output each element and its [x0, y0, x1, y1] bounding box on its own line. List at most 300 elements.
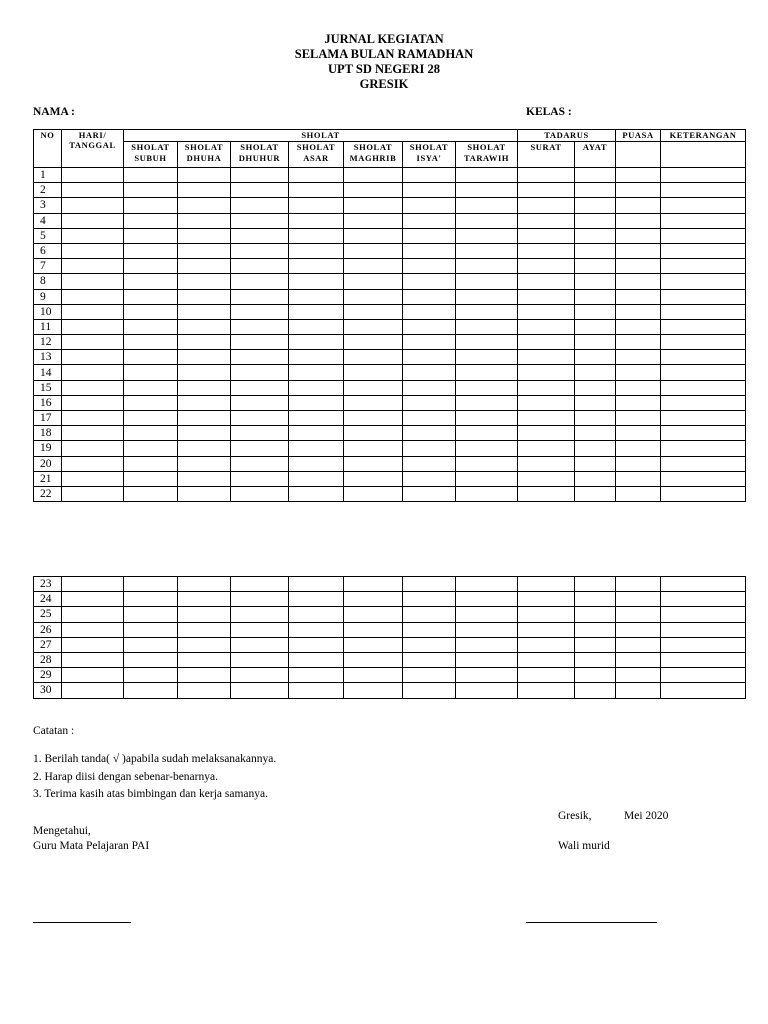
entry-cell[interactable] [344, 441, 403, 456]
entry-cell[interactable] [178, 289, 231, 304]
entry-cell[interactable] [289, 198, 344, 213]
entry-cell[interactable] [456, 668, 518, 683]
entry-cell[interactable] [231, 652, 289, 667]
entry-cell[interactable] [124, 471, 178, 486]
entry-cell[interactable] [403, 622, 456, 637]
entry-cell[interactable] [616, 350, 661, 365]
entry-cell[interactable] [403, 319, 456, 334]
entry-cell[interactable] [661, 592, 746, 607]
entry-cell[interactable] [575, 213, 616, 228]
entry-cell[interactable] [62, 350, 124, 365]
entry-cell[interactable] [575, 683, 616, 698]
entry-cell[interactable] [403, 426, 456, 441]
entry-cell[interactable] [62, 304, 124, 319]
entry-cell[interactable] [231, 486, 289, 501]
entry-cell[interactable] [178, 259, 231, 274]
entry-cell[interactable] [289, 411, 344, 426]
entry-cell[interactable] [62, 456, 124, 471]
entry-cell[interactable] [403, 637, 456, 652]
entry-cell[interactable] [62, 471, 124, 486]
entry-cell[interactable] [403, 213, 456, 228]
entry-cell[interactable] [403, 228, 456, 243]
entry-cell[interactable] [178, 350, 231, 365]
entry-cell[interactable] [661, 637, 746, 652]
entry-cell[interactable] [62, 259, 124, 274]
entry-cell[interactable] [231, 335, 289, 350]
entry-cell[interactable] [661, 228, 746, 243]
entry-cell[interactable] [289, 456, 344, 471]
entry-cell[interactable] [518, 637, 575, 652]
entry-cell[interactable] [456, 577, 518, 592]
entry-cell[interactable] [518, 335, 575, 350]
entry-cell[interactable] [178, 198, 231, 213]
entry-cell[interactable] [575, 652, 616, 667]
entry-cell[interactable] [661, 365, 746, 380]
entry-cell[interactable] [575, 471, 616, 486]
entry-cell[interactable] [456, 622, 518, 637]
entry-cell[interactable] [178, 592, 231, 607]
entry-cell[interactable] [403, 683, 456, 698]
entry-cell[interactable] [456, 456, 518, 471]
entry-cell[interactable] [178, 622, 231, 637]
entry-cell[interactable] [231, 637, 289, 652]
entry-cell[interactable] [289, 622, 344, 637]
entry-cell[interactable] [344, 395, 403, 410]
entry-cell[interactable] [518, 168, 575, 183]
entry-cell[interactable] [344, 228, 403, 243]
entry-cell[interactable] [456, 471, 518, 486]
entry-cell[interactable] [518, 243, 575, 258]
entry-cell[interactable] [231, 441, 289, 456]
entry-cell[interactable] [124, 411, 178, 426]
entry-cell[interactable] [616, 668, 661, 683]
entry-cell[interactable] [62, 441, 124, 456]
entry-cell[interactable] [661, 380, 746, 395]
entry-cell[interactable] [518, 471, 575, 486]
entry-cell[interactable] [178, 380, 231, 395]
entry-cell[interactable] [575, 592, 616, 607]
entry-cell[interactable] [62, 183, 124, 198]
entry-cell[interactable] [289, 259, 344, 274]
entry-cell[interactable] [403, 335, 456, 350]
entry-cell[interactable] [344, 198, 403, 213]
entry-cell[interactable] [575, 289, 616, 304]
entry-cell[interactable] [178, 441, 231, 456]
entry-cell[interactable] [289, 668, 344, 683]
entry-cell[interactable] [575, 274, 616, 289]
entry-cell[interactable] [289, 652, 344, 667]
entry-cell[interactable] [344, 426, 403, 441]
entry-cell[interactable] [616, 441, 661, 456]
entry-cell[interactable] [124, 213, 178, 228]
entry-cell[interactable] [518, 380, 575, 395]
entry-cell[interactable] [344, 380, 403, 395]
entry-cell[interactable] [456, 335, 518, 350]
entry-cell[interactable] [661, 471, 746, 486]
entry-cell[interactable] [518, 274, 575, 289]
entry-cell[interactable] [178, 652, 231, 667]
entry-cell[interactable] [518, 289, 575, 304]
entry-cell[interactable] [456, 592, 518, 607]
entry-cell[interactable] [456, 319, 518, 334]
entry-cell[interactable] [403, 441, 456, 456]
entry-cell[interactable] [289, 335, 344, 350]
entry-cell[interactable] [456, 198, 518, 213]
entry-cell[interactable] [289, 228, 344, 243]
entry-cell[interactable] [575, 607, 616, 622]
entry-cell[interactable] [124, 683, 178, 698]
entry-cell[interactable] [344, 577, 403, 592]
entry-cell[interactable] [661, 607, 746, 622]
entry-cell[interactable] [403, 395, 456, 410]
entry-cell[interactable] [62, 395, 124, 410]
entry-cell[interactable] [616, 426, 661, 441]
entry-cell[interactable] [518, 183, 575, 198]
entry-cell[interactable] [289, 380, 344, 395]
entry-cell[interactable] [231, 350, 289, 365]
entry-cell[interactable] [616, 289, 661, 304]
entry-cell[interactable] [456, 304, 518, 319]
entry-cell[interactable] [456, 652, 518, 667]
entry-cell[interactable] [661, 577, 746, 592]
entry-cell[interactable] [344, 652, 403, 667]
entry-cell[interactable] [124, 456, 178, 471]
entry-cell[interactable] [178, 637, 231, 652]
entry-cell[interactable] [661, 213, 746, 228]
entry-cell[interactable] [344, 304, 403, 319]
entry-cell[interactable] [178, 335, 231, 350]
entry-cell[interactable] [518, 683, 575, 698]
entry-cell[interactable] [289, 607, 344, 622]
entry-cell[interactable] [344, 637, 403, 652]
entry-cell[interactable] [403, 274, 456, 289]
entry-cell[interactable] [231, 592, 289, 607]
entry-cell[interactable] [575, 168, 616, 183]
entry-cell[interactable] [124, 441, 178, 456]
entry-cell[interactable] [178, 486, 231, 501]
entry-cell[interactable] [616, 607, 661, 622]
entry-cell[interactable] [575, 622, 616, 637]
entry-cell[interactable] [289, 592, 344, 607]
entry-cell[interactable] [124, 592, 178, 607]
entry-cell[interactable] [661, 243, 746, 258]
entry-cell[interactable] [178, 607, 231, 622]
entry-cell[interactable] [616, 213, 661, 228]
entry-cell[interactable] [344, 607, 403, 622]
entry-cell[interactable] [124, 243, 178, 258]
entry-cell[interactable] [344, 486, 403, 501]
entry-cell[interactable] [661, 456, 746, 471]
entry-cell[interactable] [616, 228, 661, 243]
entry-cell[interactable] [124, 426, 178, 441]
entry-cell[interactable] [518, 652, 575, 667]
entry-cell[interactable] [178, 471, 231, 486]
entry-cell[interactable] [231, 380, 289, 395]
entry-cell[interactable] [231, 213, 289, 228]
entry-cell[interactable] [124, 228, 178, 243]
entry-cell[interactable] [62, 411, 124, 426]
entry-cell[interactable] [62, 577, 124, 592]
entry-cell[interactable] [456, 365, 518, 380]
entry-cell[interactable] [616, 304, 661, 319]
entry-cell[interactable] [616, 486, 661, 501]
entry-cell[interactable] [575, 456, 616, 471]
entry-cell[interactable] [616, 652, 661, 667]
entry-cell[interactable] [289, 365, 344, 380]
entry-cell[interactable] [289, 350, 344, 365]
entry-cell[interactable] [575, 319, 616, 334]
entry-cell[interactable] [456, 607, 518, 622]
entry-cell[interactable] [231, 228, 289, 243]
entry-cell[interactable] [178, 168, 231, 183]
entry-cell[interactable] [456, 380, 518, 395]
entry-cell[interactable] [344, 168, 403, 183]
entry-cell[interactable] [456, 259, 518, 274]
entry-cell[interactable] [456, 683, 518, 698]
entry-cell[interactable] [616, 259, 661, 274]
entry-cell[interactable] [124, 380, 178, 395]
entry-cell[interactable] [456, 213, 518, 228]
entry-cell[interactable] [231, 607, 289, 622]
entry-cell[interactable] [231, 274, 289, 289]
entry-cell[interactable] [518, 228, 575, 243]
entry-cell[interactable] [289, 274, 344, 289]
entry-cell[interactable] [403, 183, 456, 198]
entry-cell[interactable] [661, 198, 746, 213]
entry-cell[interactable] [62, 668, 124, 683]
entry-cell[interactable] [124, 168, 178, 183]
entry-cell[interactable] [289, 441, 344, 456]
entry-cell[interactable] [62, 652, 124, 667]
entry-cell[interactable] [616, 183, 661, 198]
entry-cell[interactable] [124, 637, 178, 652]
entry-cell[interactable] [518, 456, 575, 471]
entry-cell[interactable] [62, 243, 124, 258]
entry-cell[interactable] [403, 304, 456, 319]
entry-cell[interactable] [231, 319, 289, 334]
entry-cell[interactable] [231, 668, 289, 683]
entry-cell[interactable] [661, 683, 746, 698]
entry-cell[interactable] [124, 335, 178, 350]
entry-cell[interactable] [62, 486, 124, 501]
entry-cell[interactable] [661, 335, 746, 350]
entry-cell[interactable] [661, 652, 746, 667]
entry-cell[interactable] [456, 289, 518, 304]
entry-cell[interactable] [124, 577, 178, 592]
entry-cell[interactable] [661, 622, 746, 637]
entry-cell[interactable] [231, 456, 289, 471]
entry-cell[interactable] [616, 622, 661, 637]
entry-cell[interactable] [124, 668, 178, 683]
entry-cell[interactable] [231, 395, 289, 410]
entry-cell[interactable] [616, 395, 661, 410]
entry-cell[interactable] [231, 304, 289, 319]
entry-cell[interactable] [616, 380, 661, 395]
entry-cell[interactable] [403, 486, 456, 501]
entry-cell[interactable] [344, 683, 403, 698]
entry-cell[interactable] [616, 577, 661, 592]
entry-cell[interactable] [661, 289, 746, 304]
entry-cell[interactable] [616, 243, 661, 258]
entry-cell[interactable] [575, 441, 616, 456]
entry-cell[interactable] [456, 350, 518, 365]
entry-cell[interactable] [575, 198, 616, 213]
entry-cell[interactable] [456, 486, 518, 501]
entry-cell[interactable] [575, 259, 616, 274]
entry-cell[interactable] [403, 607, 456, 622]
entry-cell[interactable] [178, 274, 231, 289]
entry-cell[interactable] [62, 365, 124, 380]
entry-cell[interactable] [518, 259, 575, 274]
entry-cell[interactable] [575, 243, 616, 258]
entry-cell[interactable] [231, 289, 289, 304]
entry-cell[interactable] [518, 365, 575, 380]
entry-cell[interactable] [178, 668, 231, 683]
entry-cell[interactable] [403, 668, 456, 683]
entry-cell[interactable] [289, 304, 344, 319]
entry-cell[interactable] [616, 365, 661, 380]
entry-cell[interactable] [178, 228, 231, 243]
entry-cell[interactable] [456, 411, 518, 426]
entry-cell[interactable] [231, 683, 289, 698]
entry-cell[interactable] [289, 471, 344, 486]
entry-cell[interactable] [62, 426, 124, 441]
entry-cell[interactable] [231, 183, 289, 198]
entry-cell[interactable] [661, 168, 746, 183]
entry-cell[interactable] [403, 592, 456, 607]
entry-cell[interactable] [178, 426, 231, 441]
entry-cell[interactable] [616, 198, 661, 213]
entry-cell[interactable] [518, 441, 575, 456]
entry-cell[interactable] [344, 592, 403, 607]
entry-cell[interactable] [344, 274, 403, 289]
entry-cell[interactable] [289, 213, 344, 228]
entry-cell[interactable] [231, 622, 289, 637]
entry-cell[interactable] [403, 289, 456, 304]
entry-cell[interactable] [575, 335, 616, 350]
entry-cell[interactable] [178, 577, 231, 592]
entry-cell[interactable] [344, 183, 403, 198]
entry-cell[interactable] [518, 426, 575, 441]
entry-cell[interactable] [231, 243, 289, 258]
entry-cell[interactable] [62, 380, 124, 395]
entry-cell[interactable] [178, 365, 231, 380]
entry-cell[interactable] [289, 183, 344, 198]
entry-cell[interactable] [62, 274, 124, 289]
entry-cell[interactable] [231, 471, 289, 486]
entry-cell[interactable] [518, 395, 575, 410]
entry-cell[interactable] [178, 456, 231, 471]
entry-cell[interactable] [518, 486, 575, 501]
entry-cell[interactable] [661, 411, 746, 426]
entry-cell[interactable] [62, 319, 124, 334]
entry-cell[interactable] [403, 198, 456, 213]
entry-cell[interactable] [344, 259, 403, 274]
entry-cell[interactable] [124, 183, 178, 198]
entry-cell[interactable] [456, 183, 518, 198]
entry-cell[interactable] [62, 335, 124, 350]
entry-cell[interactable] [62, 637, 124, 652]
entry-cell[interactable] [124, 652, 178, 667]
entry-cell[interactable] [456, 274, 518, 289]
entry-cell[interactable] [178, 183, 231, 198]
entry-cell[interactable] [178, 395, 231, 410]
entry-cell[interactable] [62, 228, 124, 243]
entry-cell[interactable] [124, 486, 178, 501]
entry-cell[interactable] [661, 486, 746, 501]
entry-cell[interactable] [518, 607, 575, 622]
entry-cell[interactable] [661, 668, 746, 683]
entry-cell[interactable] [231, 168, 289, 183]
entry-cell[interactable] [661, 183, 746, 198]
entry-cell[interactable] [289, 486, 344, 501]
entry-cell[interactable] [661, 426, 746, 441]
entry-cell[interactable] [124, 622, 178, 637]
entry-cell[interactable] [178, 304, 231, 319]
entry-cell[interactable] [289, 426, 344, 441]
entry-cell[interactable] [178, 683, 231, 698]
entry-cell[interactable] [616, 335, 661, 350]
entry-cell[interactable] [518, 213, 575, 228]
entry-cell[interactable] [289, 319, 344, 334]
entry-cell[interactable] [575, 395, 616, 410]
entry-cell[interactable] [616, 456, 661, 471]
entry-cell[interactable] [616, 168, 661, 183]
entry-cell[interactable] [231, 198, 289, 213]
entry-cell[interactable] [344, 365, 403, 380]
entry-cell[interactable] [289, 243, 344, 258]
entry-cell[interactable] [575, 380, 616, 395]
entry-cell[interactable] [124, 365, 178, 380]
entry-cell[interactable] [456, 168, 518, 183]
entry-cell[interactable] [575, 183, 616, 198]
entry-cell[interactable] [518, 592, 575, 607]
entry-cell[interactable] [344, 622, 403, 637]
entry-cell[interactable] [403, 243, 456, 258]
entry-cell[interactable] [344, 350, 403, 365]
entry-cell[interactable] [403, 456, 456, 471]
entry-cell[interactable] [231, 577, 289, 592]
entry-cell[interactable] [518, 304, 575, 319]
entry-cell[interactable] [518, 411, 575, 426]
entry-cell[interactable] [124, 198, 178, 213]
entry-cell[interactable] [403, 411, 456, 426]
entry-cell[interactable] [456, 637, 518, 652]
entry-cell[interactable] [661, 350, 746, 365]
entry-cell[interactable] [616, 637, 661, 652]
entry-cell[interactable] [231, 411, 289, 426]
entry-cell[interactable] [289, 168, 344, 183]
entry-cell[interactable] [403, 259, 456, 274]
entry-cell[interactable] [344, 289, 403, 304]
entry-cell[interactable] [661, 259, 746, 274]
entry-cell[interactable] [178, 243, 231, 258]
entry-cell[interactable] [518, 668, 575, 683]
entry-cell[interactable] [456, 228, 518, 243]
entry-cell[interactable] [661, 274, 746, 289]
entry-cell[interactable] [178, 213, 231, 228]
entry-cell[interactable] [62, 168, 124, 183]
entry-cell[interactable] [289, 289, 344, 304]
entry-cell[interactable] [616, 471, 661, 486]
entry-cell[interactable] [344, 456, 403, 471]
entry-cell[interactable] [661, 395, 746, 410]
entry-cell[interactable] [231, 426, 289, 441]
entry-cell[interactable] [403, 471, 456, 486]
entry-cell[interactable] [575, 304, 616, 319]
entry-cell[interactable] [62, 213, 124, 228]
entry-cell[interactable] [124, 304, 178, 319]
